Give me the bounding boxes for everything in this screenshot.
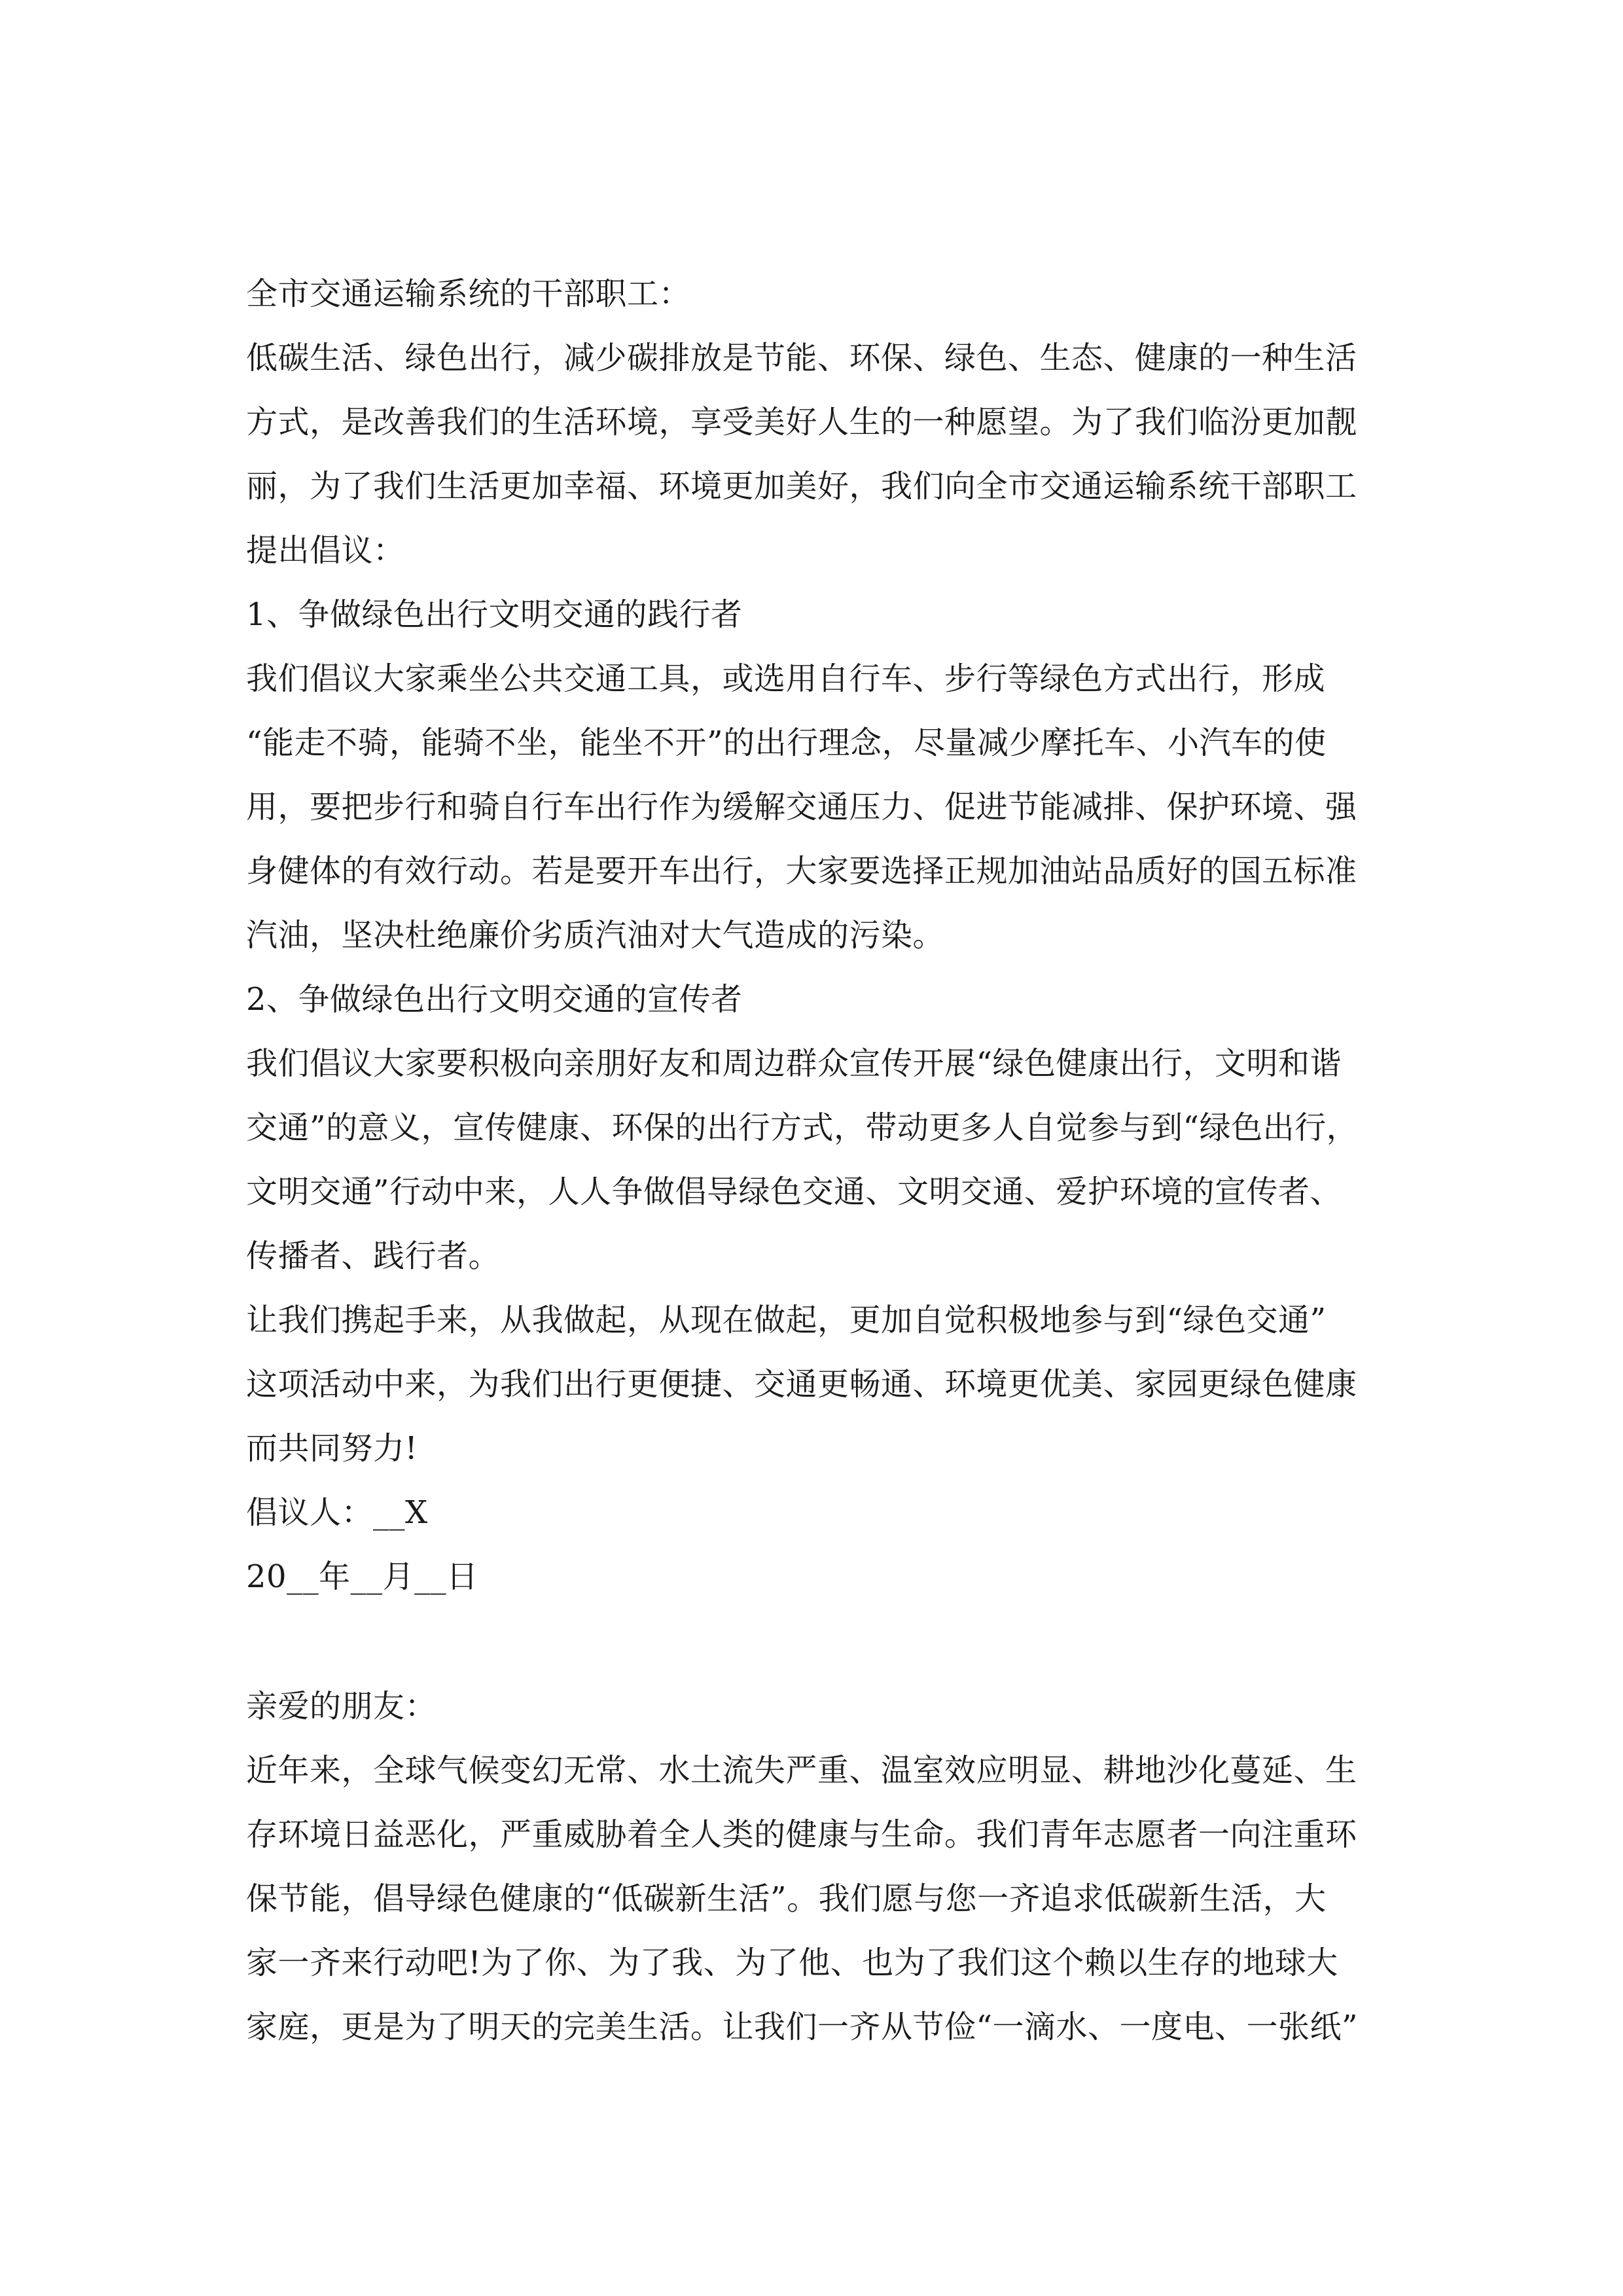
document-body <box>246 262 1398 2059</box>
section-heading-1: 1、争做绿色出行文明交通的践行者 <box>246 596 743 633</box>
paragraph-line: 交通”的意义，宣传健康、环保的出行方式，带动更多人自觉参与到“绿色出行， <box>246 1109 1359 1146</box>
paragraph-line: 传播者、践行者。 <box>246 1238 501 1274</box>
letter-to-transport-staff <box>246 262 1398 1609</box>
paragraph-line: 近年来，全球气候变幻无常、水土流失严重、温室效应明显、耕地沙化蔓延、生 <box>246 1752 1357 1789</box>
paragraph-line: 家庭，更是为了明天的完美生活。让我们一齐从节俭“一滴水、一度电、一张纸” <box>246 2009 1359 2045</box>
paragraph-line: 我们倡议大家要积极向亲朋好友和周边群众宣传开展“绿色健康出行，文明和谐 <box>246 1045 1342 1082</box>
paragraph-line: 汽油，坚决杜绝廉价劣质汽油对大气造成的污染。 <box>246 917 945 954</box>
letter-to-friends <box>246 1674 1398 2059</box>
paragraph-line: 家一齐来行动吧!为了你、为了我、为了他、也为了我们这个赖以生存的地球大 <box>246 1945 1338 1981</box>
paragraph-line: 文明交通”行动中来，人人争做倡导绿色交通、文明交通、爱护环境的宣传者、 <box>246 1174 1342 1210</box>
date-line: 20__年__月__日 <box>246 1558 478 1595</box>
section-heading-2: 2、争做绿色出行文明交通的宣传者 <box>246 981 743 1018</box>
signatory: 倡议人：__X <box>246 1494 428 1531</box>
salutation: 全市交通运输系统的干部职工： <box>246 276 691 312</box>
paragraph-line: 而共同努力! <box>246 1430 418 1467</box>
paragraph-line: 方式，是改善我们的生活环境，享受美好人生的一种愿望。为了我们临汾更加靓 <box>246 404 1357 440</box>
paragraph-line: 身健体的有效行动。若是要开车出行，大家要选择正规加油站品质好的国五标准 <box>246 853 1357 889</box>
paragraph-line: 用，要把步行和骑自行车出行作为缓解交通压力、促进节能减排、保护环境、强 <box>246 789 1357 825</box>
salutation: 亲爱的朋友： <box>246 1688 437 1725</box>
paragraph-line: 保节能，倡导绿色健康的“低碳新生活”。我们愿与您一齐追求低碳新生活，大 <box>246 1880 1327 1917</box>
paragraph-line: “能走不骑，能骑不坐，能坐不开”的出行理念，尽量减少摩托车、小汽车的使 <box>246 725 1327 761</box>
paragraph-line: 低碳生活、绿色出行，减少碳排放是节能、环保、绿色、生态、健康的一种生活 <box>246 340 1357 376</box>
paragraph-line: 这项活动中来，为我们出行更便捷、交通更畅通、环境更优美、家园更绿色健康 <box>246 1366 1357 1403</box>
paragraph-line: 丽，为了我们生活更加幸福、环境更加美好，我们向全市交通运输系统干部职工 <box>246 468 1357 505</box>
paragraph-line: 存环境日益恶化，严重威胁着全人类的健康与生命。我们青年志愿者一向注重环 <box>246 1816 1357 1853</box>
section-spacer <box>246 1609 1398 1674</box>
paragraph-line: 提出倡议： <box>246 532 405 569</box>
paragraph-line: 让我们携起手来，从我做起，从现在做起，更加自觉积极地参与到“绿色交通” <box>246 1302 1327 1338</box>
paragraph-line: 我们倡议大家乘坐公共交通工具，或选用自行车、步行等绿色方式出行，形成 <box>246 660 1326 697</box>
